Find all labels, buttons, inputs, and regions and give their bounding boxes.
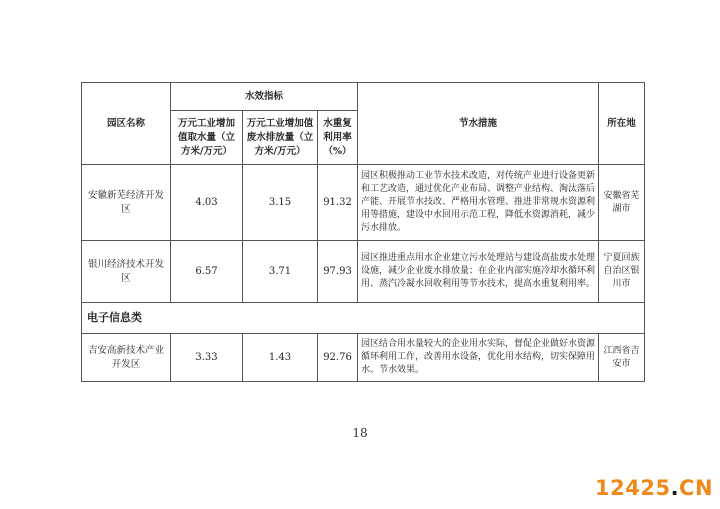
discharge-cell: 1.43 [243, 334, 318, 382]
park-name-cell: 安徽新芜经济开发区 [82, 165, 171, 241]
reuse-cell: 91.32 [318, 165, 358, 241]
table-row [82, 241, 645, 303]
intake-cell: 3.33 [171, 334, 243, 382]
table-row [82, 165, 645, 241]
intake-cell: 4.03 [171, 165, 243, 241]
watermark-suffix: CN [679, 476, 714, 500]
header-discharge: 万元工业增加值废水排放量（立方米/万元） [243, 111, 318, 165]
header-park-name: 园区名称 [82, 83, 171, 165]
site-watermark [595, 476, 713, 500]
discharge-cell: 3.15 [243, 165, 318, 241]
park-name-cell: 吉安高新技术产业开发区 [82, 334, 171, 382]
park-name-cell: 银川经济技术开发区 [82, 241, 171, 303]
watermark-dot: . [670, 476, 680, 500]
intake-cell: 6.57 [171, 241, 243, 303]
measures-cell: 园区积极推动工业节水技术改造，对传统产业进行设备更新和工艺改造，通过优化产业布局、调整产业结构、淘汰落后产能、开展节水技改、严格用水管理、推进非常规水资源利用等措施，建设中水回用示范工程，降低水资源消耗，减少污水排放。 [358, 165, 599, 241]
category-label: 电子信息类 [82, 303, 645, 334]
reuse-cell: 92.76 [318, 334, 358, 382]
table-row [82, 334, 645, 382]
watermark-main: 12425 [595, 476, 671, 500]
discharge-cell: 3.71 [243, 241, 318, 303]
header-water-indicators: 水效指标 [171, 83, 358, 111]
measures-cell: 园区结合用水量较大的企业用水实际，督促企业做好水资源循环利用工作，改善用水设备，优化用水结构，切实保障用水、节水效果。 [358, 334, 599, 382]
header-row-1 [82, 83, 645, 111]
water-efficiency-table [81, 82, 645, 382]
category-row [82, 303, 645, 334]
header-location: 所在地 [599, 83, 645, 165]
location-cell: 江西省吉安市 [599, 334, 645, 382]
header-reuse: 水重复利用率（%） [318, 111, 358, 165]
reuse-cell: 97.93 [318, 241, 358, 303]
header-measures: 节水措施 [358, 83, 599, 165]
location-cell: 安徽省芜湖市 [599, 165, 645, 241]
header-intake: 万元工业增加值取水量（立方米/万元） [171, 111, 243, 165]
measures-cell: 园区推进重点用水企业建立污水处理站与建设高盐废水处理设施，减少企业废水排放量；在企业内部实施冷却水循环利用、蒸汽冷凝水回收利用等节水技术，提高水重复利用率。 [358, 241, 599, 303]
location-cell: 宁夏回族自治区银川市 [599, 241, 645, 303]
page-number: 18 [352, 426, 368, 440]
